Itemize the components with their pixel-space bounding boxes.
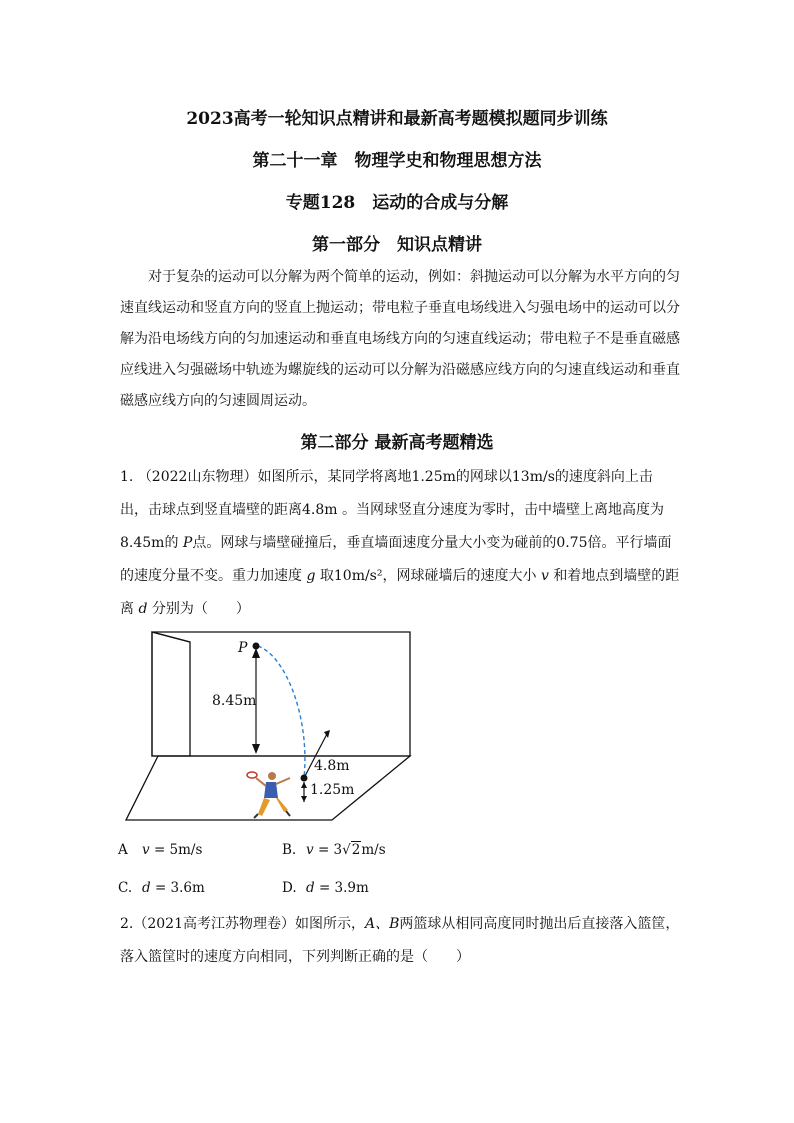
d-symbol: d [138,601,148,617]
question-1-text [120,461,680,626]
g-symbol: g [306,568,316,584]
intro-paragraph: 对于复杂的运动可以分解为两个简单的运动，例如：斜抛运动可以分解为水平方向的匀速直线运动和竖直方向的竖直上抛运动；带电粒子垂直电场线进入匀强电场中的运动可以分解为沿电场线方向的匀加速运动和垂直电场线方向的匀速直线运动；带电粒子不是垂直磁感应线进入匀强磁场中轨迹为螺旋线的运动可以分解为沿磁感应线方向的匀速直线运动和垂直磁感应线方向的匀速圆周运动。 [120,269,680,409]
part1-title: 第一部分 知识点精讲 [312,235,482,255]
option-d-var: d [306,880,315,896]
hit-point-marker [301,775,308,782]
question-1-text-d: 和着地点到墙壁的距离 [120,568,680,617]
option-b-prefix: = 3 [317,842,343,858]
height-wall-arrowhead-top [252,648,260,658]
option-c-var: d [142,880,151,896]
label-p: P [238,640,248,656]
question-1-text-e: 分别为（ ） [151,601,250,617]
option-b-root: 2 [351,842,361,858]
option-b-var: v [306,842,314,858]
tennis-wall-figure [118,628,432,828]
question-2-ab: A、B [365,916,400,932]
question-1-text-a: 如图所示，某同学将离地1.25m的网球以13m/s的速度斜向上击出，击球点到竖直墙壁的距离4.8m 。当网球竖直分速度为零时，击中墙壁上离地高度为8.45m的 [120,469,664,551]
option-d-label: D. [282,880,297,896]
label-height-hit: 1.25m [310,782,355,798]
question-1-number: 1. [120,469,134,485]
question-2-text [120,908,680,974]
question-2-source: （2021高考江苏物理卷） [133,916,295,932]
option-c[interactable] [118,880,205,896]
option-a-var: v [142,842,150,858]
question-2-text-b: 两篮球从相同高度同时抛出后直接落入篮筐，落入篮筐时的速度方向相同，下列判断正确的是（ ） [120,916,680,965]
option-a-value: = 5m/s [153,842,203,858]
tennis-player-icon [247,772,290,818]
height-wall-arrowhead-bottom [252,744,260,754]
point-p-symbol: P [182,535,193,551]
height-hit-arrowhead-bottom [301,796,307,802]
option-d[interactable] [282,880,369,896]
topic-title: 专题128 运动的合成与分解 [285,193,509,213]
option-d-value: = 3.9m [318,880,369,896]
option-a-label: A [118,842,128,858]
sqrt-icon: √ [342,842,351,858]
question-2-number: 2. [120,916,134,932]
question-1-source: （2022山东物理） [137,469,258,485]
option-b[interactable] [282,842,386,858]
height-hit-arrowhead-top [301,782,307,788]
option-b-unit: m/s [361,842,386,858]
question-1-text-c: 取10m/s²，网球碰墙后的速度大小 [319,568,537,584]
figure-svg [118,628,432,828]
question-1-text-b: 点。网球与墙壁碰撞后，垂直墙面速度分量大小变为碰前的0.75倍。平行墙面的速度分量不变。重力加速度 [120,535,672,584]
label-distance: 4.8m [314,758,350,774]
label-height-wall: 8.45m [212,693,257,709]
series-title: 2023高考一轮知识点精讲和最新高考题模拟题同步训练 [186,109,608,129]
wall-outline [152,632,410,756]
chapter-title: 第二十一章 物理学史和物理思想方法 [252,151,542,171]
option-b-label: B. [282,842,297,858]
option-c-value: = 3.6m [154,880,205,896]
option-c-label: C. [118,880,133,896]
wall-left-panel [152,632,190,756]
part2-title: 第二部分 最新高考题精选 [300,433,494,453]
option-a[interactable] [118,842,202,858]
question-2-text-a: 如图所示， [295,916,365,932]
v-symbol: v [540,568,549,584]
ball-trajectory [258,646,305,778]
